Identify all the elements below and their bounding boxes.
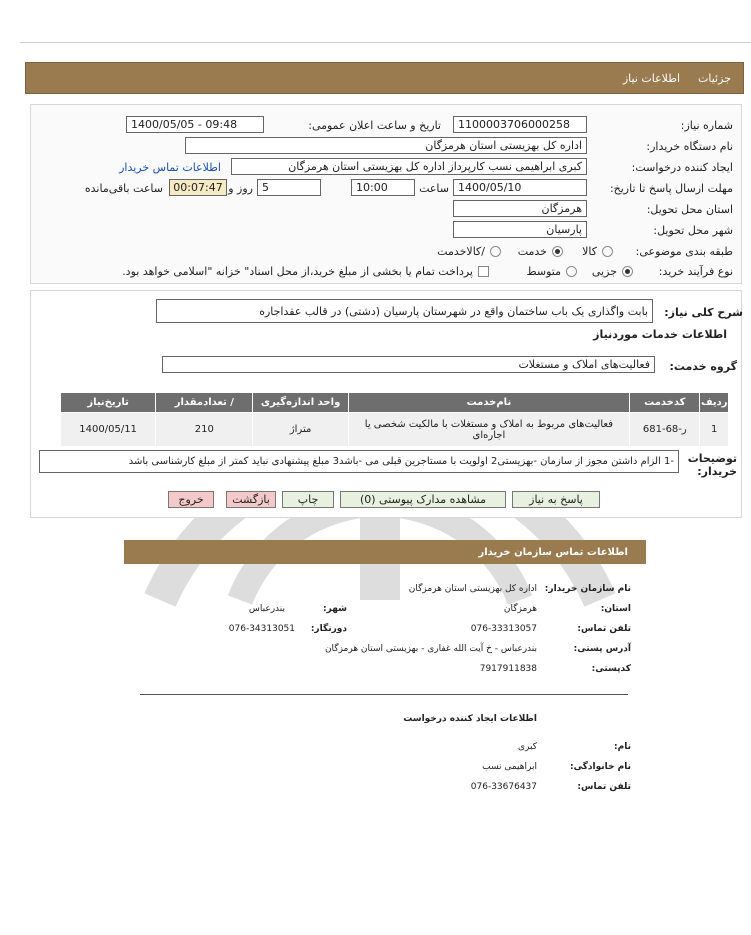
remaining-time-field: 00:07:47: [169, 179, 227, 196]
services-heading: اطلاعات خدمات موردنیاز: [593, 328, 727, 341]
col-name: نام‌خدمت: [348, 393, 629, 413]
requester-field: کبری ابراهیمی نسب کارپرداز اداره کل بهزیستی استان هرمزگان: [231, 158, 587, 175]
c-address-value: بندرعباس - خ آیت الله غفاری - بهزیستی استان هرمزگان: [324, 644, 537, 654]
days-field: 5: [257, 179, 321, 196]
cell-qty: 210: [156, 413, 253, 447]
cat-goods-service-radio[interactable]: [490, 246, 501, 257]
deadline-time-field: 10:00: [351, 179, 415, 196]
org-value: اداره کل بهزیستی استان هرمزگان: [408, 584, 537, 594]
group-field: فعالیت‌های املاک و مستغلات: [162, 356, 655, 373]
requester-label: ایجاد کننده درخواست:: [631, 161, 733, 174]
cell-date: 1400/05/11: [61, 413, 156, 447]
category-label: طبقه بندی موضوعی:: [635, 245, 733, 258]
tab-details[interactable]: جزئیات: [698, 71, 731, 85]
deadline-date-field: 1400/05/10: [453, 179, 587, 196]
cat-service-radio[interactable]: [552, 246, 563, 257]
top-divider: [20, 42, 751, 43]
group-label: گروه خدمت:: [669, 360, 737, 373]
city-field: پارسیان: [453, 221, 587, 238]
cell-code: ر-68-681: [630, 413, 700, 447]
buyer-contact-link[interactable]: اطلاعات تماس خریدار: [119, 161, 221, 174]
reply-button[interactable]: پاسخ به نیاز: [512, 491, 600, 508]
buyer-org-field: اداره کل بهزیستی استان هرمزگان: [185, 137, 587, 154]
exit-button[interactable]: خروج: [168, 491, 214, 508]
cr-phone-label: تلفن تماس:: [577, 782, 631, 792]
days-label: روز و: [228, 182, 253, 195]
cell-row: 1: [700, 413, 729, 447]
c-city-label: شهر:: [323, 604, 347, 614]
cr-phone-value: 076-33676437: [470, 782, 537, 792]
cr-name-label: نام:: [614, 742, 631, 752]
proc-medium-radio[interactable]: [566, 266, 577, 277]
cat-goods-radio[interactable]: [602, 246, 613, 257]
cell-unit: متراژ: [253, 413, 348, 447]
col-qty: / تعدادمقدار: [156, 393, 253, 413]
c-province-value: هرمزگان: [503, 604, 537, 614]
announce-label: تاریخ و ساعت اعلان عمومی:: [308, 119, 441, 132]
col-row: ردیف: [700, 393, 729, 413]
deadline-label: مهلت ارسال پاسخ تا تاریخ:: [609, 182, 733, 195]
summary-label: شرح کلی نیاز:: [664, 306, 743, 319]
need-number-field: 1100003706000258: [453, 116, 587, 133]
c-city-value: بندرعباس: [248, 604, 285, 614]
cr-name-value: کبری: [517, 742, 537, 752]
print-button[interactable]: چاپ: [282, 491, 334, 508]
col-date: تاریخ‌نیاز: [61, 393, 156, 413]
contact-title: اطلاعات تماس سازمان خریدار: [478, 546, 628, 558]
proc-small-radio[interactable]: [622, 266, 633, 277]
cell-name: فعالیت‌های مربوط به املاک و مستغلات با مالکیت شخصی یا اجاره‌ای: [348, 413, 629, 447]
c-postal-label: کدپستی:: [591, 664, 631, 674]
back-button[interactable]: بازگشت: [226, 491, 276, 508]
time-label: ساعت: [419, 182, 449, 195]
proc-small-label: جزیی: [591, 265, 617, 278]
cat-goods-service-label: /کالاخدمت: [437, 245, 485, 258]
buyer-org-label: نام دستگاه خریدار:: [646, 140, 733, 153]
org-label: نام سازمان خریدار:: [544, 584, 631, 594]
province-field: هرمزگان: [453, 200, 587, 217]
cr-family-value: ابراهیمی نسب: [482, 762, 537, 772]
attachments-button[interactable]: مشاهده مدارک پیوستی (0): [340, 491, 506, 508]
process-label: نوع فرآیند خرید:: [658, 265, 733, 278]
notes-label: توضیحات خریدار:: [687, 452, 737, 478]
remaining-label: ساعت باقی‌مانده: [84, 182, 163, 195]
services-table: [60, 392, 729, 447]
summary-field: بابت واگذاری یک باب ساختمان واقع در شهرستان پارسیان (دشتی) در قالب عقداجاره: [156, 299, 653, 323]
tab-need-info[interactable]: اطلاعات نیاز: [622, 71, 681, 85]
cat-goods-label: کالا: [582, 245, 597, 258]
c-address-label: آدرس پستی:: [573, 644, 631, 654]
province-label: استان محل تحویل:: [646, 203, 733, 216]
creator-title: اطلاعات ایجاد کننده درخواست: [403, 714, 537, 724]
c-fax-value: 076-34313051: [228, 624, 295, 634]
contact-title-bar: [124, 540, 646, 564]
proc-medium-label: متوسط: [526, 265, 561, 278]
table-header-row: [61, 393, 729, 413]
contact-divider: [140, 694, 628, 695]
c-phone-label: تلفن تماس:: [577, 624, 631, 634]
notes-field: -1 الزام داشتن مجوز از سازمان -بهزیستی2 اولویت با مستاجرین قبلی می -باشد3 مبلغ پیشنهادی نباید کمتر از مبلغ کارشناسی باشد: [39, 450, 679, 473]
cat-service-label: خدمت: [517, 245, 547, 258]
c-postal-value: 7917911838: [479, 664, 537, 674]
payment-note: پرداخت تمام یا بخشی از مبلغ خرید،از محل اسناد" خزانه "اسلامی خواهد بود.: [122, 265, 473, 278]
city-label: شهر محل تحویل:: [653, 224, 733, 237]
cr-family-label: نام خانوادگی:: [569, 762, 631, 772]
c-province-label: استان:: [600, 604, 631, 614]
need-number-label: شماره نیاز:: [680, 119, 733, 132]
c-fax-label: دورنگار:: [310, 624, 347, 634]
announce-field: 1400/05/05 - 09:48: [126, 116, 264, 133]
page-header: [25, 62, 744, 94]
need-info-panel: [30, 104, 742, 284]
c-phone-value: 076-33313057: [470, 624, 537, 634]
table-row: [61, 413, 729, 447]
col-unit: واحد اندازه‌گیری: [253, 393, 348, 413]
payment-checkbox[interactable]: [478, 266, 489, 277]
col-code: کدخدمت: [630, 393, 700, 413]
